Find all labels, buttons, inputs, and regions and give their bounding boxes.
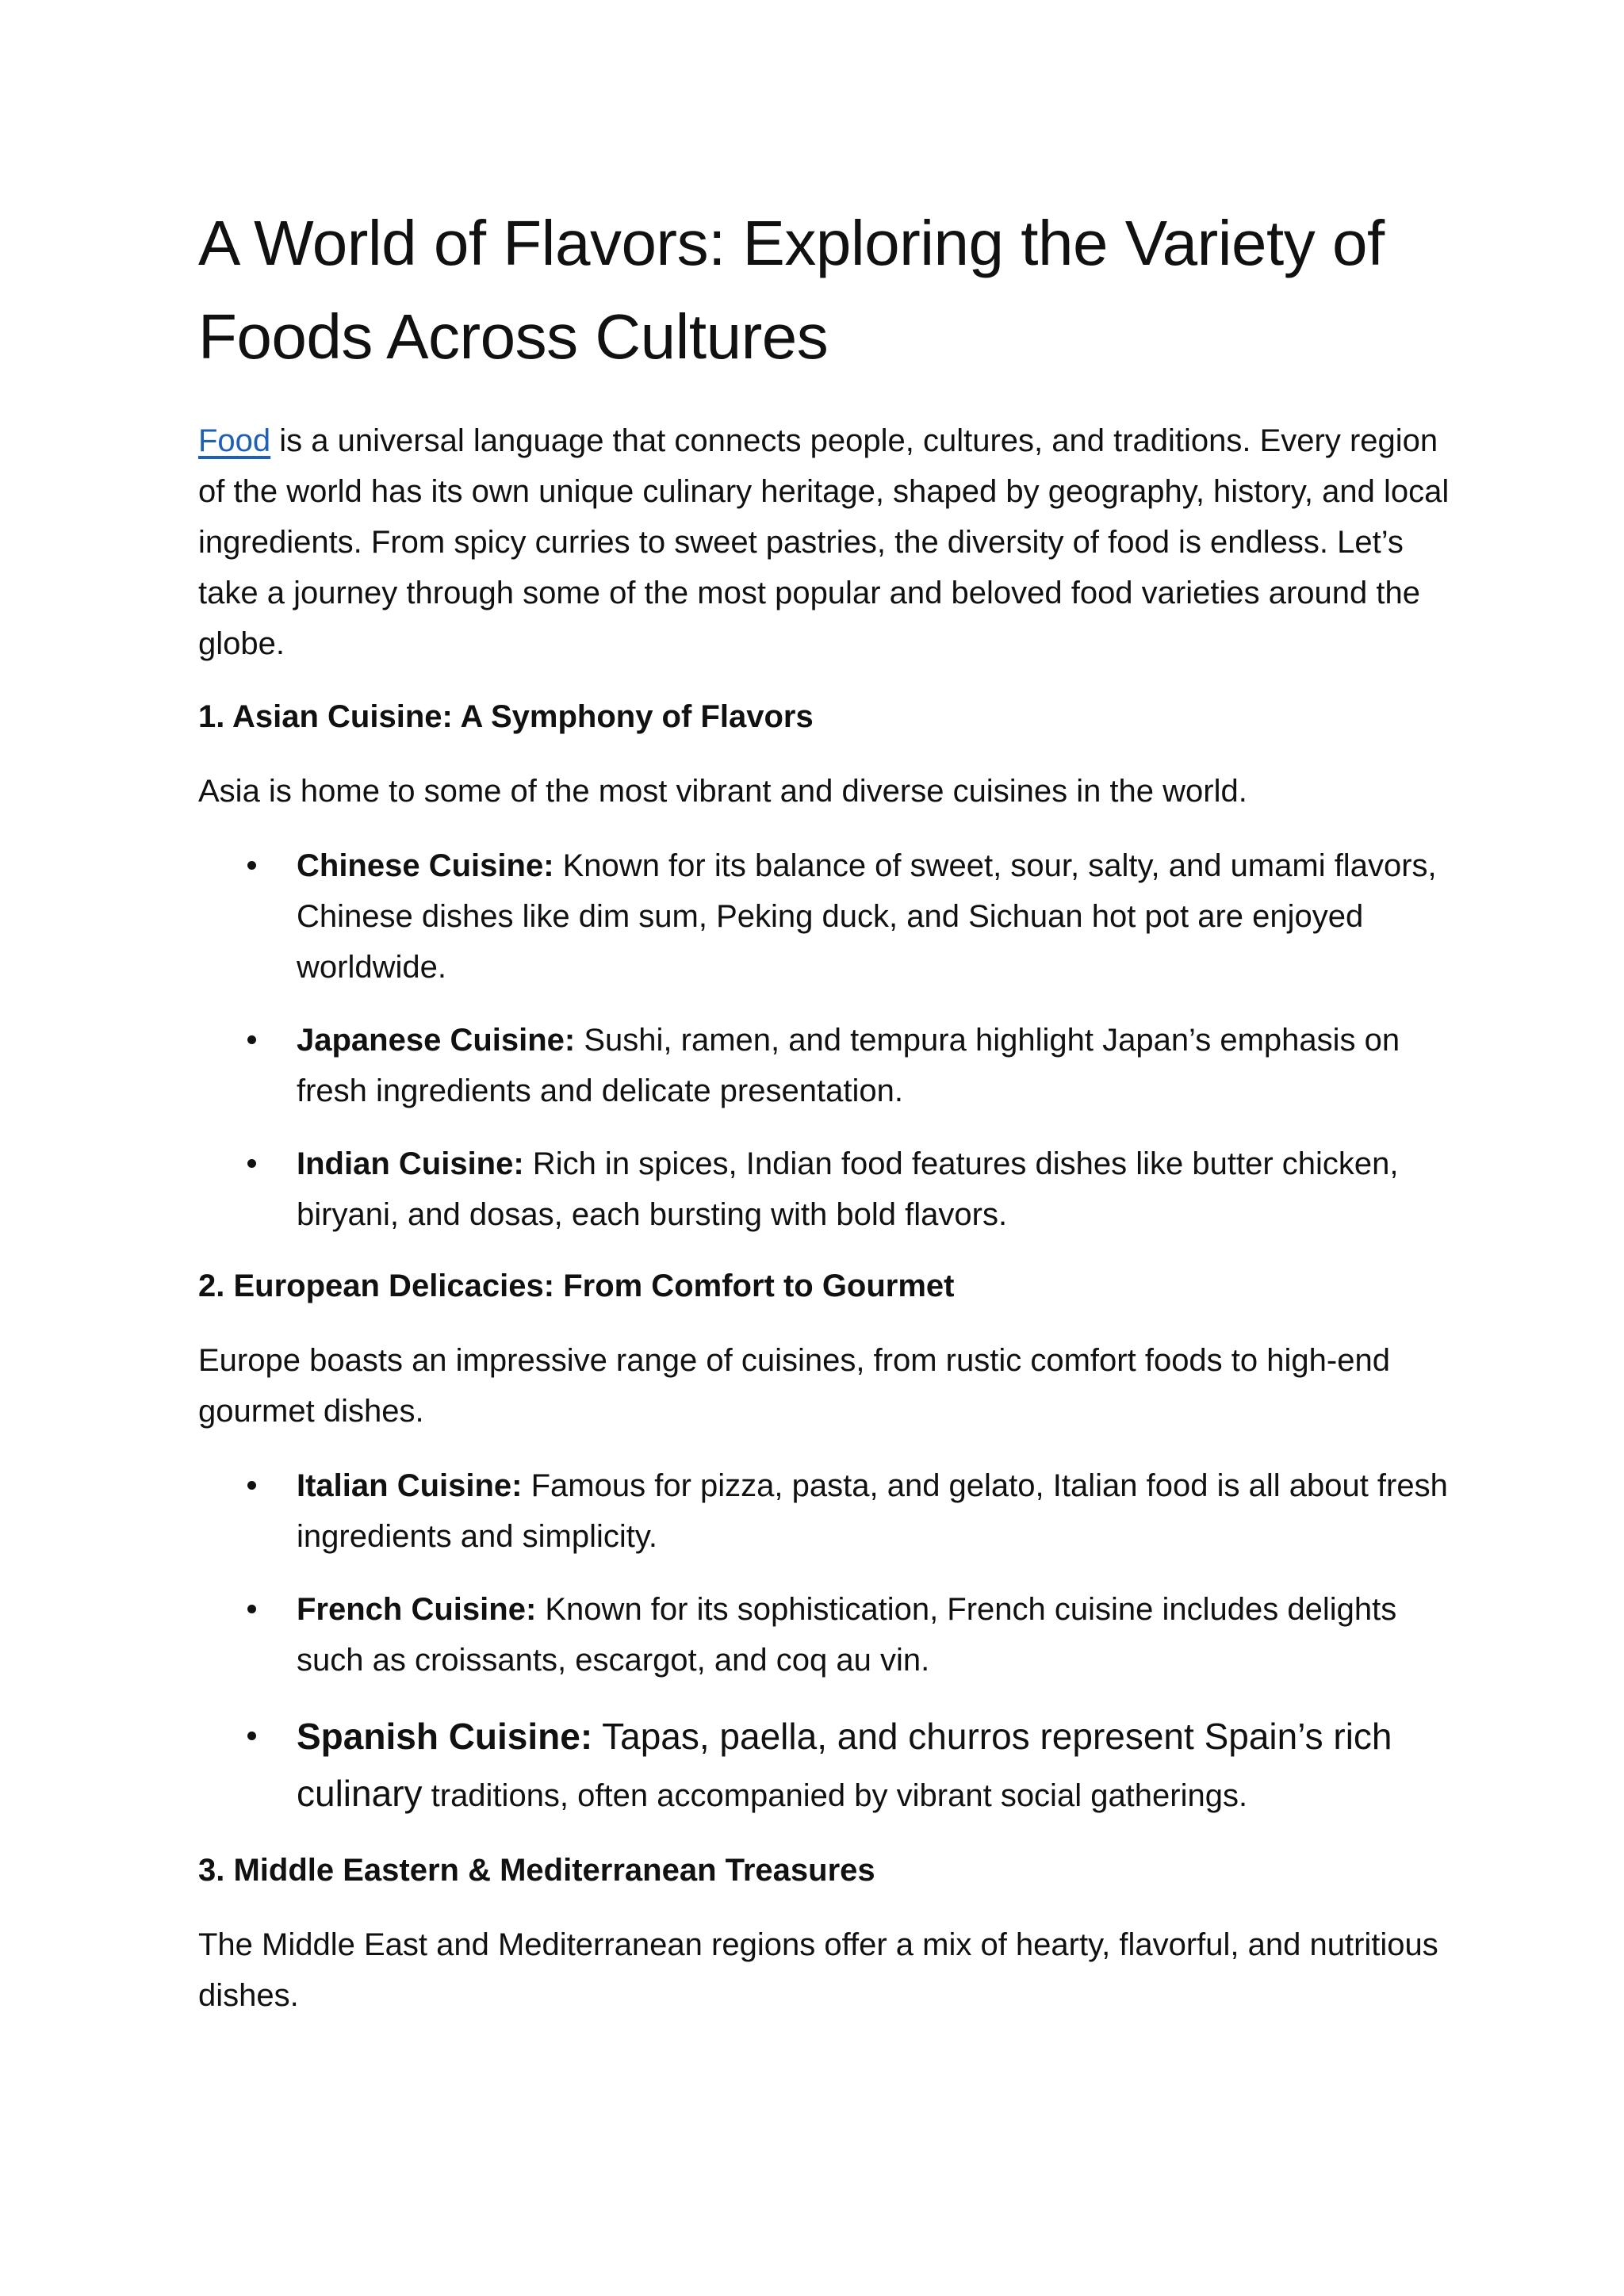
- list-item-text: Sushi, ramen, and tempura highlight Japan’s emphasis on fresh ingredients and delicate presentation.: [297, 1023, 1400, 1108]
- list-item-label: Spanish Cuisine:: [297, 1716, 593, 1757]
- page-title: A World of Flavors: Exploring the Variety of Foods Across Cultures: [198, 208, 1385, 372]
- bullet-icon: [247, 861, 256, 870]
- list-item-label: Italian Cuisine:: [297, 1468, 523, 1503]
- list-item-label: French Cuisine:: [297, 1592, 537, 1627]
- bullet-icon: [247, 1481, 256, 1490]
- list-item-text: Known for its balance of sweet, sour, salty, and umami flavors, Chinese dishes like dim sum, Peking duck, and Sichuan hot pot are enjoyed worldwide.: [297, 848, 1437, 985]
- list-item-text: Tapas, paella, and churros represent Spain’s rich culinary: [297, 1716, 1392, 1814]
- section-heading-asian: 1. Asian Cuisine: A Symphony of Flavors: [198, 699, 814, 734]
- bullet-icon: [247, 1605, 256, 1613]
- document-body: [198, 197, 1451, 2045]
- intro-paragraph: [198, 415, 1451, 669]
- section-heading-european: 2. European Delicacies: From Comfort to Gourmet: [198, 1269, 955, 1303]
- list-item-text: Famous for pizza, pasta, and gelato, Italian food is all about fresh ingredients and simplicity.: [297, 1468, 1448, 1554]
- asian-cuisine-list: [198, 840, 1451, 1240]
- intro-text: is a universal language that connects people, cultures, and traditions. Every region of the world has its own unique culinary heritage, shaped by geography, history, and local ingredients. From spicy curries to sweet pastries, the diversity of food is endless. Let’s take a journey through some of the most popular and beloved food varieties around the globe.: [198, 423, 1450, 661]
- bullet-icon: [247, 1035, 256, 1044]
- section-intro-asian: Asia is home to some of the most vibrant and diverse cuisines in the world.: [198, 774, 1247, 809]
- list-item-text: Known for its sophistication, French cuisine includes delights such as croissants, escargot, and coq au vin.: [297, 1592, 1397, 1678]
- list-item-label: Indian Cuisine:: [297, 1146, 524, 1181]
- list-item-spanish: [198, 1708, 1451, 1824]
- list-item-chinese: [198, 840, 1451, 993]
- list-item-french: [198, 1584, 1451, 1686]
- bullet-icon: [247, 1159, 256, 1168]
- list-item-label: Japanese Cuisine:: [297, 1023, 576, 1058]
- list-item-japanese: [198, 1015, 1451, 1116]
- food-link[interactable]: Food: [198, 423, 271, 458]
- section-heading-middle-eastern: 3. Middle Eastern & Mediterranean Treasures: [198, 1853, 875, 1888]
- list-item-italian: [198, 1460, 1451, 1562]
- bullet-icon: [247, 1732, 256, 1740]
- section-intro-middle-eastern: The Middle East and Mediterranean regions offer a mix of hearty, flavorful, and nutritious dishes.: [198, 1927, 1438, 2013]
- list-item-text: Rich in spices, Indian food features dishes like butter chicken, biryani, and dosas, each bursting with bold flavors.: [297, 1146, 1399, 1232]
- european-cuisine-list: [198, 1460, 1451, 1824]
- list-item-indian: [198, 1138, 1451, 1240]
- section-intro-european: Europe boasts an impressive range of cuisines, from rustic comfort foods to high-end gourmet dishes.: [198, 1343, 1390, 1429]
- list-item-label: Chinese Cuisine:: [297, 848, 554, 883]
- list-item-text-tail: traditions, often accompanied by vibrant social gatherings.: [422, 1778, 1248, 1813]
